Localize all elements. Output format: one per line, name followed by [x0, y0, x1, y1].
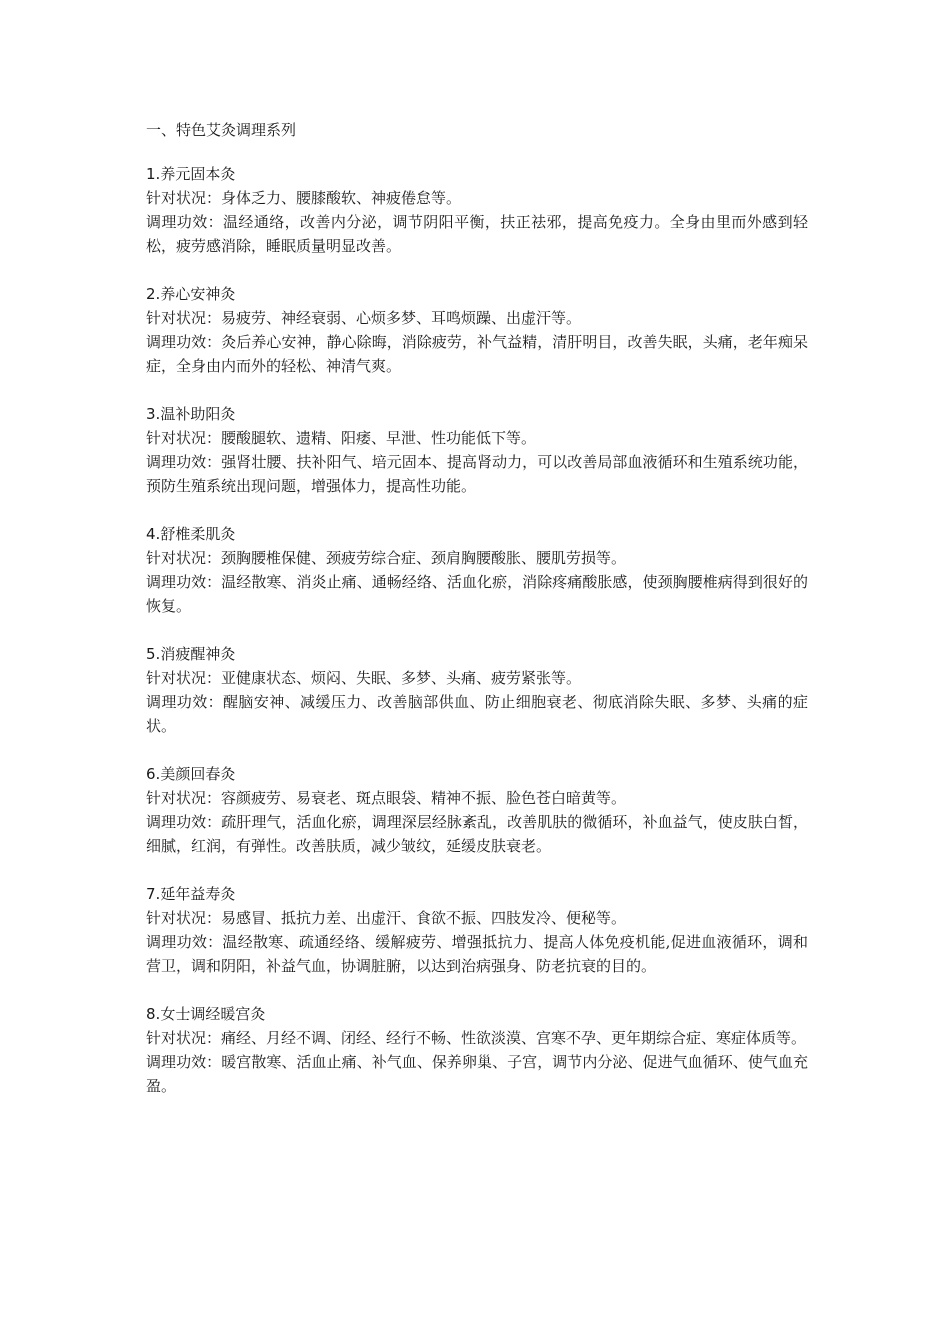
- section-title: [146, 1002, 808, 1026]
- section-target: 针对状况：身体乏力、腰膝酸软、神疲倦怠等。: [146, 189, 462, 207]
- section-title: [146, 282, 808, 306]
- section-number: 5.: [146, 645, 161, 663]
- document-heading: 一、特色艾灸调理系列: [146, 121, 297, 139]
- section-title: [146, 162, 808, 186]
- section-target: 针对状况：腰酸腿软、遗精、阳痿、早泄、性功能低下等。: [146, 429, 537, 447]
- section-number: 4.: [146, 525, 161, 543]
- section-1: [146, 162, 808, 258]
- section-title-text: 消疲醒神灸: [160, 645, 236, 663]
- section-effect: 调理功效：温经散寒、消炎止痛、通畅经络、活血化瘀，消除疼痛酸胀感，使颈胸腰椎病得到很好的恢复。: [146, 573, 808, 615]
- section-5: [146, 642, 808, 738]
- section-number: 2.: [146, 285, 161, 303]
- section-target: 针对状况：易感冒、抵抗力差、出虚汗、食欲不振、四肢发冷、便秘等。: [146, 909, 627, 927]
- section-title: [146, 762, 808, 786]
- section-target: 针对状况：颈胸腰椎保健、颈疲劳综合症、颈肩胸腰酸胀、腰肌劳损等。: [146, 549, 627, 567]
- section-target: 针对状况：痛经、月经不调、闭经、经行不畅、性欲淡漠、宫寒不孕、更年期综合症、寒症体质等。: [146, 1029, 807, 1047]
- section-target: 针对状况：容颜疲劳、易衰老、斑点眼袋、精神不振、脸色苍白暗黄等。: [146, 789, 627, 807]
- section-effect: 调理功效：温经散寒、疏通经络、缓解疲劳、增强抵抗力、提高人体免疫机能,促进血液循环，调和营卫，调和阴阳，补益气血，协调脏腑，以达到治病强身、防老抗衰的目的。: [146, 933, 808, 975]
- section-effect: 调理功效：疏肝理气，活血化瘀，调理深层经脉紊乱，改善肌肤的微循环，补血益气，使皮肤白皙，细腻，红润，有弹性。改善肤质，减少皱纹，延缓皮肤衰老。: [146, 813, 808, 855]
- section-number: 8.: [146, 1005, 161, 1023]
- section-title: [146, 402, 808, 426]
- section-7: [146, 882, 808, 978]
- section-number: 6.: [146, 765, 161, 783]
- section-target: 针对状况：易疲劳、神经衰弱、心烦多梦、耳鸣烦躁、出虚汗等。: [146, 309, 582, 327]
- section-effect: 调理功效：强肾壮腰、扶补阳气、培元固本、提高肾动力，可以改善局部血液循环和生殖系统功能，预防生殖系统出现问题，增强体力，提高性功能。: [146, 453, 808, 495]
- section-effect: 调理功效：温经通络，改善内分泌，调节阴阳平衡，扶正祛邪，提高免疫力。全身由里而外感到轻松，疲劳感消除，睡眠质量明显改善。: [146, 213, 808, 255]
- section-title-text: 养心安神灸: [160, 285, 236, 303]
- section-title: [146, 642, 808, 666]
- section-6: [146, 762, 808, 858]
- section-title-text: 女士调经暖宫灸: [160, 1005, 266, 1023]
- section-4: [146, 522, 808, 618]
- section-title-text: 温补助阳灸: [160, 405, 236, 423]
- section-8: [146, 1002, 808, 1098]
- section-target: 针对状况：亚健康状态、烦闷、失眠、多梦、头痛、疲劳紧张等。: [146, 669, 582, 687]
- section-title-text: 延年益寿灸: [160, 885, 236, 903]
- section-3: [146, 402, 808, 498]
- section-title-text: 养元固本灸: [160, 165, 236, 183]
- section-title: [146, 522, 808, 546]
- document-page: [146, 118, 808, 1122]
- section-title-text: 美颜回春灸: [160, 765, 236, 783]
- section-number: 7.: [146, 885, 161, 903]
- section-effect: 调理功效：灸后养心安神，静心除晦，消除疲劳，补气益精，清肝明目，改善失眠，头痛，老年痴呆症，全身由内而外的轻松、神清气爽。: [146, 333, 808, 375]
- section-effect: 调理功效：暖宫散寒、活血止痛、补气血、保养卵巢、子宫，调节内分泌、促进气血循环、使气血充盈。: [146, 1053, 808, 1095]
- section-number: 1.: [146, 165, 161, 183]
- section-title: [146, 882, 808, 906]
- section-2: [146, 282, 808, 378]
- section-effect: 调理功效：醒脑安神、减缓压力、改善脑部供血、防止细胞衰老、彻底消除失眠、多梦、头痛的症状。: [146, 693, 808, 735]
- section-title-text: 舒椎柔肌灸: [160, 525, 236, 543]
- section-number: 3.: [146, 405, 161, 423]
